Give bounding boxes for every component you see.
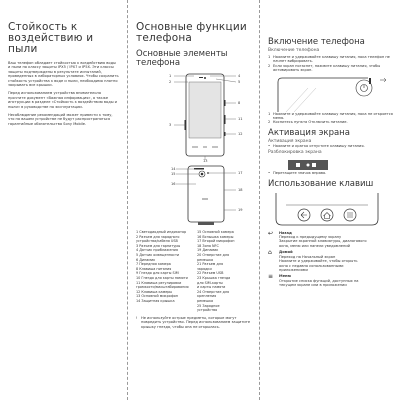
legend-item: 11 Клавиша регулировки	[136, 280, 182, 285]
column-basics	[130, 0, 258, 400]
warning-icon: !	[136, 315, 138, 320]
legend-item: для SIM-карты	[197, 280, 223, 285]
menu-icon: ≡	[268, 273, 274, 281]
callout-label: 1	[169, 74, 172, 78]
step-item: • Нажмите и кратко отпустите клавишу питания.	[268, 143, 365, 148]
legend-item: устройство	[197, 308, 218, 313]
callout-label: 3	[169, 123, 172, 127]
legend-item: 23 Крышка гнезда	[197, 275, 231, 280]
legend-column-right	[197, 230, 254, 313]
key-list	[268, 231, 394, 288]
legend-item: 10 Гнездо для карты памяти	[136, 275, 188, 280]
section-title: Активация экрана	[268, 127, 350, 138]
callout-label: 11	[238, 117, 243, 121]
legend-item: крепления	[197, 294, 217, 299]
legend-item: 19 Динамик	[197, 248, 219, 253]
legend-item: 13 Основной микрофон	[136, 294, 179, 299]
legend-item: 22 Разъем USB	[197, 271, 224, 276]
legend-item: зарядки	[197, 266, 212, 271]
parts-legend	[136, 230, 254, 313]
paragraph: Несоблюдение рекомендаций может привести к тому, что на вашем устройстве не будут распространяться гарантийные обязательства Sony Mobile.	[8, 113, 113, 126]
callout-label: 18	[238, 188, 243, 192]
callout-label: 5	[238, 80, 241, 84]
key-item-back: ↩ Назад Переход к предыдущему экрану Закрытие экранной клавиатуры, диалогового окна, меню или панели уведомлений	[268, 229, 367, 248]
legend-item: устройства/кабеля USB	[136, 239, 178, 244]
subsection-title: Включение телефона	[268, 48, 320, 53]
legend-item: 15 Основной камера	[197, 230, 234, 234]
legend-item: ремешка	[197, 298, 214, 303]
paragraph: Перед использованием устройства внимательно прочтите документ «Важная информация», а также инструкции в разделе «Стойкость к воздействию воды и пыли» в руководстве по эксплуатации.	[8, 91, 118, 109]
callout-label: 19	[238, 208, 243, 212]
nav-keys-figure	[268, 191, 392, 229]
legend-item: 2 Разъем для зарядного	[136, 234, 180, 239]
nav-keys-illustration	[268, 191, 392, 229]
legend-item: 21 Разъем для	[197, 262, 223, 267]
subsection-title: Разблокировка экрана	[268, 150, 322, 156]
paragraph: Ваш телефон обладает стойкостью к воздействию воды и пыли по классу защиты IPX5 / IPX7 и IP5X. Эти классы защиты подтверждены в результате испытаний, проведенных в лабораторных условиях. Чтобы сохранить стойкость устройства к воде и пыли, необходимо плотно закрывать все крышки.	[8, 61, 119, 88]
phone-front-illustration	[136, 70, 254, 162]
section-title: Включение телефона	[268, 37, 365, 47]
legend-item: и карты памяти	[197, 285, 226, 290]
legend-item: 17 Второй микрофон	[197, 239, 235, 244]
phone-front-figure	[136, 70, 254, 162]
callout-label: 17	[238, 171, 243, 175]
step-item: 2 Коснитесь пункта Отключить питание.	[268, 120, 348, 125]
callout-label: 14	[171, 167, 176, 171]
callout-label: 8	[238, 101, 241, 105]
column-water-dust	[0, 0, 125, 400]
step-item: 2 Если экран погаснет, нажмите клавишу питания, чтобы активировать экран.	[268, 63, 381, 73]
step-item: 1 Нажмите и удерживайте клавишу питания, пока не откроется меню.	[268, 111, 393, 121]
legend-item: 12 Клавиша камеры	[136, 289, 173, 294]
section-title: Стойкость к воздействию и пыли	[8, 21, 94, 55]
callout-label: 16	[171, 182, 176, 186]
legend-item: 9 Гнездо для карты SIM	[136, 271, 179, 276]
callout-label: 2	[169, 80, 172, 84]
legend-item: 8 Клавиша питания	[136, 266, 172, 271]
legend-item: ремешка	[197, 257, 214, 262]
legend-item: громкости/масштабирования	[136, 285, 189, 290]
section-title: Основные функции телефона	[136, 21, 247, 44]
legend-item: 20 Отверстие для	[197, 252, 230, 257]
callout-label: 4	[238, 74, 241, 78]
legend-item: 25 Зарядное	[197, 303, 220, 308]
key-item-menu: ≡ Меню Открытие списка функций, доступных на текущем экране или в приложении	[268, 273, 359, 288]
section-title: Использование клавиш	[268, 178, 374, 189]
legend-item: 6 Динамик	[136, 257, 156, 262]
fold-line	[259, 0, 260, 400]
legend-item: 14 Защитная крышка	[136, 298, 175, 303]
home-icon: ⌂	[268, 249, 272, 257]
back-arrow-icon: ↩	[268, 229, 274, 237]
legend-item: 5 Датчик освещенности	[136, 252, 180, 257]
column-power-keys	[262, 0, 400, 400]
step-item: • Перетащите значок вправо.	[268, 171, 327, 176]
phone-back-illustration	[136, 164, 254, 228]
key-item-home: ⌂ Домой Переход на Начальный экран Нажмите и удерживайте, чтобы открыть окно с недавно использованными приложениями	[268, 249, 358, 272]
power-key-illustration	[268, 76, 392, 112]
power-key-figure	[268, 76, 392, 112]
unlock-figure	[268, 157, 392, 171]
callout-label: 12	[238, 132, 243, 136]
legend-item: 1 Светодиодный индикатор	[136, 230, 187, 234]
legend-item: 4 Датчик приближения	[136, 248, 178, 253]
callout-label: 13	[203, 159, 208, 162]
legend-item: 3 Разъем для гарнитуры	[136, 243, 181, 248]
step-item: 1 Нажмите и удерживайте клавишу питания, пока телефон не начнет вибрировать.	[268, 55, 390, 64]
legend-item: 24 Отверстие для	[197, 289, 230, 294]
legend-item: 18 Зона NFC	[197, 243, 219, 248]
legend-column-left	[136, 230, 193, 313]
callout-label: 15	[171, 172, 176, 176]
subsection-title: Активация экрана	[268, 138, 312, 144]
legend-item: 16 Вспышка камеры	[197, 234, 234, 239]
legend-item: 7 Передняя камера	[136, 262, 171, 267]
subsection-title: Основные элементы телефона	[136, 49, 228, 68]
unlock-illustration	[268, 158, 392, 172]
phone-back-figure	[136, 164, 254, 228]
warning-note: ! Не используйте острые предметы, которые могут повредить устройство. Перед использованием защитите крышку гнезда, чтобы она не открылась.	[136, 315, 251, 329]
fold-line	[127, 0, 128, 400]
